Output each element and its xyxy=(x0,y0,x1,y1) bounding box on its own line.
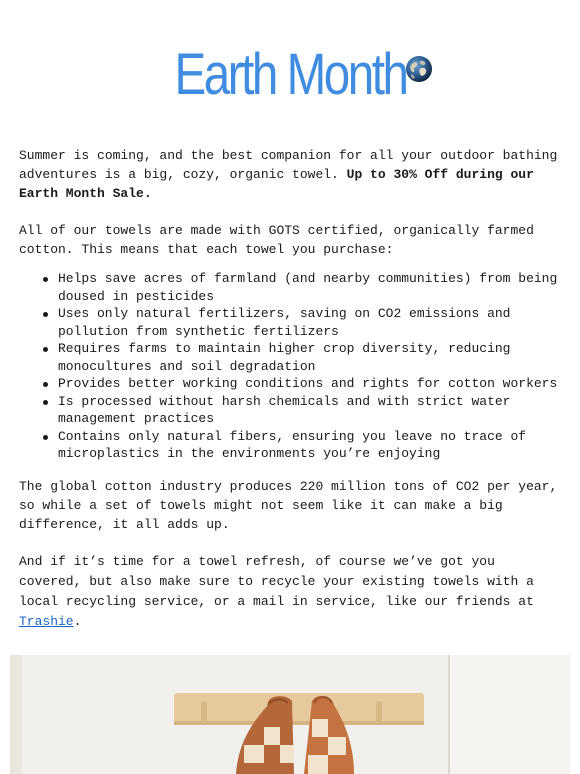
bullet-icon xyxy=(43,277,48,282)
refresh-paragraph xyxy=(19,552,564,632)
industry-paragraph: The global cotton industry produces 220 million tons of CO2 per year, so while a set of towels might not seem like it can make a big difference, it all adds up. xyxy=(19,478,558,532)
bullet-icon xyxy=(43,382,48,387)
benefits-list xyxy=(19,270,564,463)
list-item xyxy=(19,340,564,375)
list-item-text: Provides better working conditions and rights for cotton workers xyxy=(58,376,558,391)
gots-paragraph: All of our towels are made with GOTS certified, organically farmed cotton. This means that each towel you purchase: xyxy=(19,223,534,257)
refresh-end: . xyxy=(73,613,82,629)
bullet-icon xyxy=(43,435,48,440)
refresh-text: And if it’s time for a towel refresh, of course we’ve got you covered, but also make sure to recycle your existing towels with a local recycling service, or a mail in service, like our friends at xyxy=(19,553,534,609)
list-item xyxy=(19,393,564,428)
bullet-icon xyxy=(43,400,48,405)
sale-highlight: Up to 30% Off during our Earth Month Sale. xyxy=(19,167,534,201)
earth-month-logo[interactable] xyxy=(149,42,432,107)
header xyxy=(0,40,580,110)
list-item-text: Contains only natural fibers, ensuring you leave no trace of microplastics in the environments you’re enjoying xyxy=(58,428,527,461)
email-body xyxy=(19,146,564,650)
list-item-text: Requires farms to maintain higher crop diversity, reducing monocultures and soil degradation xyxy=(58,341,511,374)
towel-rack-illustration xyxy=(10,655,570,774)
logo-text: Earth Month xyxy=(173,42,407,107)
intro-text: Summer is coming, and the best companion for all your outdoor bathing adventures is a big, cozy, organic towel. xyxy=(19,148,558,182)
list-item-text: Uses only natural fertilizers, saving on CO2 emissions and pollution from synthetic fertilizers xyxy=(58,306,511,339)
bullet-icon xyxy=(43,347,48,352)
list-item-text: Helps save acres of farmland (and nearby communities) from being doused in pesticides xyxy=(58,271,558,304)
earth-globe-icon xyxy=(405,55,433,83)
list-item xyxy=(19,428,564,463)
trashie-link[interactable]: Trashie xyxy=(19,613,74,629)
intro-paragraph xyxy=(19,146,564,203)
list-item xyxy=(19,375,564,393)
bullet-icon xyxy=(43,312,48,317)
list-item-text: Is processed without harsh chemicals and with strict water management practices xyxy=(58,393,511,426)
wooden-rack xyxy=(174,693,424,725)
list-item xyxy=(19,270,564,305)
list-item xyxy=(19,305,564,340)
hero-photo[interactable] xyxy=(10,655,570,774)
